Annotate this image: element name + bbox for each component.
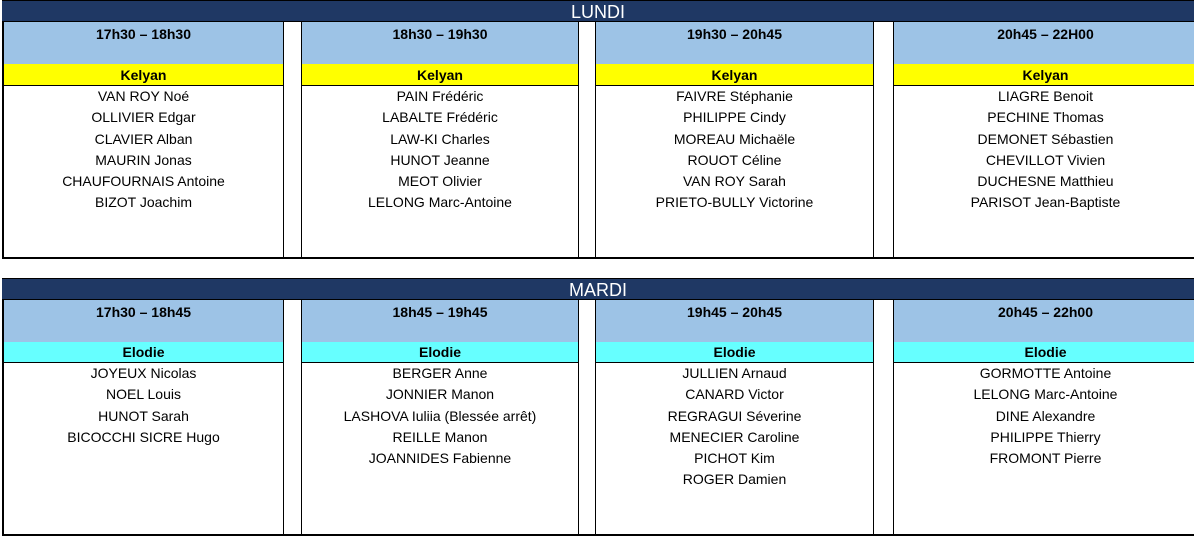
list-item: MOREAU Michaële bbox=[673, 130, 796, 147]
coach-name: Elodie bbox=[302, 342, 578, 363]
list-item: CHAUFOURNAIS Antoine bbox=[62, 173, 225, 190]
list-item: NOEL Louis bbox=[106, 386, 181, 403]
list-item: LASHOVA Iuliia (Blessée arrêt) bbox=[343, 407, 537, 424]
list-item: HUNOT Sarah bbox=[98, 407, 189, 424]
list-item: GORMOTTE Antoine bbox=[979, 365, 1112, 381]
day-block-mardi bbox=[2, 278, 1194, 536]
list-item: PICHOT Kim bbox=[694, 450, 775, 467]
list-item: PAIN Frédéric bbox=[396, 88, 484, 104]
list-item: REILLE Manon bbox=[392, 428, 488, 445]
slot-time: 18h30 – 19h30 bbox=[302, 22, 578, 64]
coach-name: Elodie bbox=[4, 342, 283, 363]
participant-list bbox=[894, 86, 1194, 214]
list-item: REGRAGUI Séverine bbox=[667, 407, 802, 424]
coach-name: Kelyan bbox=[302, 64, 578, 86]
list-item: FAIVRE Stéphanie bbox=[676, 88, 793, 104]
participant-list bbox=[302, 86, 578, 214]
list-item: LELONG Marc-Antoine bbox=[973, 386, 1118, 403]
slot-time: 20h45 – 22h00 bbox=[894, 300, 1194, 342]
list-item: DINE Alexandre bbox=[995, 407, 1096, 424]
list-item: JONNIER Manon bbox=[385, 386, 495, 403]
day-title: LUNDI bbox=[2, 0, 1194, 22]
slot-column bbox=[595, 22, 874, 257]
list-item: CHEVILLOT Vivien bbox=[985, 151, 1106, 168]
list-item: DEMONET Sébastien bbox=[977, 130, 1114, 147]
slot-column bbox=[301, 300, 579, 534]
list-item: LIAGRE Benoit bbox=[998, 88, 1093, 104]
list-item: PRIETO-BULLY Victorine bbox=[655, 194, 814, 211]
slot-time: 20h45 – 22H00 bbox=[894, 22, 1194, 64]
day-title: MARDI bbox=[2, 278, 1194, 300]
participant-list bbox=[4, 363, 283, 448]
slot-column bbox=[3, 22, 284, 257]
list-item: MAURIN Jonas bbox=[95, 151, 192, 168]
slot-time: 17h30 – 18h45 bbox=[4, 300, 283, 342]
slot-column bbox=[595, 300, 874, 534]
list-item: VAN ROY Sarah bbox=[683, 173, 786, 190]
list-item: JOANNIDES Fabienne bbox=[368, 450, 512, 467]
list-item: ROUOT Céline bbox=[687, 151, 782, 168]
slot-column bbox=[301, 22, 579, 257]
slot-column bbox=[893, 300, 1194, 534]
list-item: PHILIPPE Thierry bbox=[990, 428, 1101, 445]
coach-name: Elodie bbox=[894, 342, 1194, 363]
slot-time: 18h45 – 19h45 bbox=[302, 300, 578, 342]
participant-list bbox=[4, 86, 283, 214]
list-item: JULLIEN Arnaud bbox=[682, 365, 787, 381]
list-item: CANARD Victor bbox=[685, 386, 784, 403]
slot-time: 19h30 – 20h45 bbox=[596, 22, 873, 64]
list-item: LAW-KI Charles bbox=[390, 130, 490, 147]
list-item: MEOT Olivier bbox=[398, 173, 482, 190]
list-item: LABALTE Frédéric bbox=[382, 109, 498, 126]
slot-time: 19h45 – 20h45 bbox=[596, 300, 873, 342]
participant-list bbox=[894, 363, 1194, 469]
coach-name: Elodie bbox=[596, 342, 873, 363]
slot-column bbox=[3, 300, 284, 534]
slot-time: 17h30 – 18h30 bbox=[4, 22, 283, 64]
coach-name: Kelyan bbox=[894, 64, 1194, 86]
list-item: LELONG Marc-Antoine bbox=[368, 194, 512, 211]
list-item: PHILIPPE Cindy bbox=[683, 109, 786, 126]
coach-name: Kelyan bbox=[4, 64, 283, 86]
list-item: OLLIVIER Edgar bbox=[91, 109, 196, 126]
participant-list bbox=[596, 86, 873, 214]
list-item: CLAVIER Alban bbox=[94, 130, 193, 147]
list-item: MENECIER Caroline bbox=[669, 428, 800, 445]
participant-list bbox=[596, 363, 873, 491]
list-item: ROGER Damien bbox=[682, 471, 787, 488]
list-item: VAN ROY Noé bbox=[97, 88, 190, 104]
list-item: PARISOT Jean-Baptiste bbox=[970, 194, 1121, 211]
list-item: PECHINE Thomas bbox=[987, 109, 1104, 126]
coach-name: Kelyan bbox=[596, 64, 873, 86]
participant-list bbox=[302, 363, 578, 469]
list-item: HUNOT Jeanne bbox=[390, 151, 490, 168]
list-item: DUCHESNE Matthieu bbox=[977, 173, 1114, 190]
day-block-lundi bbox=[2, 0, 1194, 259]
list-item: BIZOT Joachim bbox=[95, 194, 192, 211]
list-item: BICOCCHI SICRE Hugo bbox=[67, 428, 220, 445]
list-item: FROMONT Pierre bbox=[989, 450, 1102, 467]
slot-column bbox=[893, 22, 1194, 257]
list-item: BERGER Anne bbox=[392, 365, 488, 381]
list-item: JOYEUX Nicolas bbox=[90, 365, 197, 381]
